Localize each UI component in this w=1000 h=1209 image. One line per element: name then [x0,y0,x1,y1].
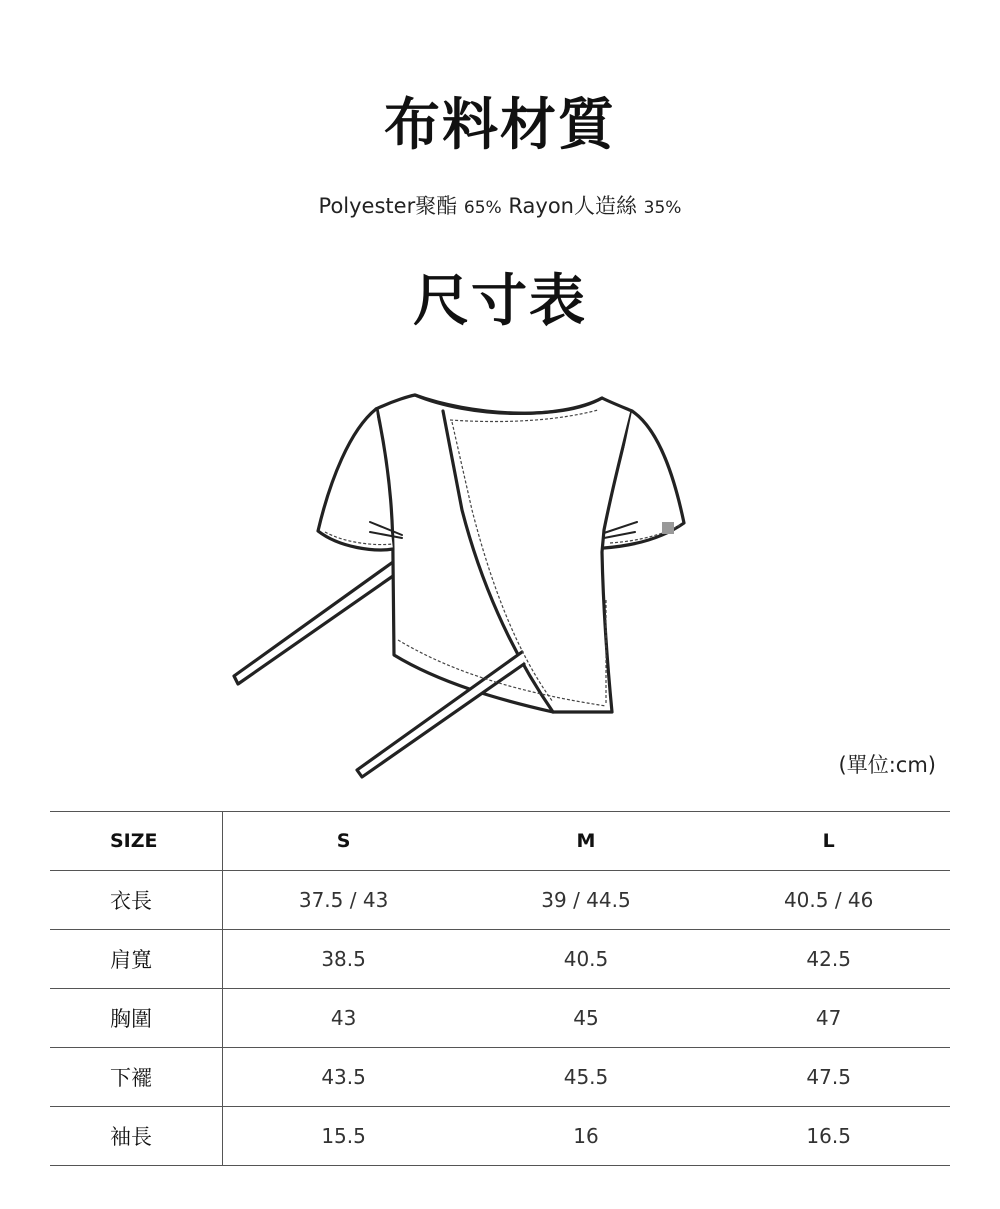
size-s-value: 43.5 [222,1048,465,1107]
table-row [50,1107,950,1166]
table-row [50,871,950,930]
row-label: 下襬 [50,1048,222,1107]
table-row [50,1048,950,1107]
size-l-value: 40.5 / 46 [707,871,950,930]
size-m-value: 45 [465,989,708,1048]
size-s-value: 15.5 [222,1107,465,1166]
material-2-name: Rayon人造絲 [508,194,637,218]
row-label: 胸圍 [50,989,222,1048]
size-l-value: 47.5 [707,1048,950,1107]
size-l-value: 47 [707,989,950,1048]
row-label: 肩寬 [50,930,222,989]
size-m-value: 45.5 [465,1048,708,1107]
size-m-header: M [465,812,708,871]
size-m-value: 40.5 [465,930,708,989]
size-m-value: 16 [465,1107,708,1166]
size-column-header: SIZE [50,812,222,871]
size-l-header: L [707,812,950,871]
label-tag-icon [662,522,674,534]
size-s-value: 37.5 / 43 [222,871,465,930]
row-label: 袖長 [50,1107,222,1166]
fabric-composition [0,192,1000,222]
size-s-value: 38.5 [222,930,465,989]
size-l-value: 16.5 [707,1107,950,1166]
material-2-percent: 35% [643,198,682,218]
unit-label: (單位:cm) [838,753,936,777]
material-1-name: Polyester聚酯 [318,194,458,218]
fabric-title: 布料材質 [384,93,616,158]
material-1-percent: 65% [463,198,502,218]
table-row [50,989,950,1048]
table-header-row [50,812,950,871]
size-table [50,811,950,1166]
size-s-header: S [222,812,465,871]
garment-illustration [0,380,1000,780]
table-row [50,930,950,989]
size-l-value: 42.5 [707,930,950,989]
size-s-value: 43 [222,989,465,1048]
size-chart-title: 尺寸表 [413,269,587,334]
size-m-value: 39 / 44.5 [465,871,708,930]
row-label: 衣長 [50,871,222,930]
